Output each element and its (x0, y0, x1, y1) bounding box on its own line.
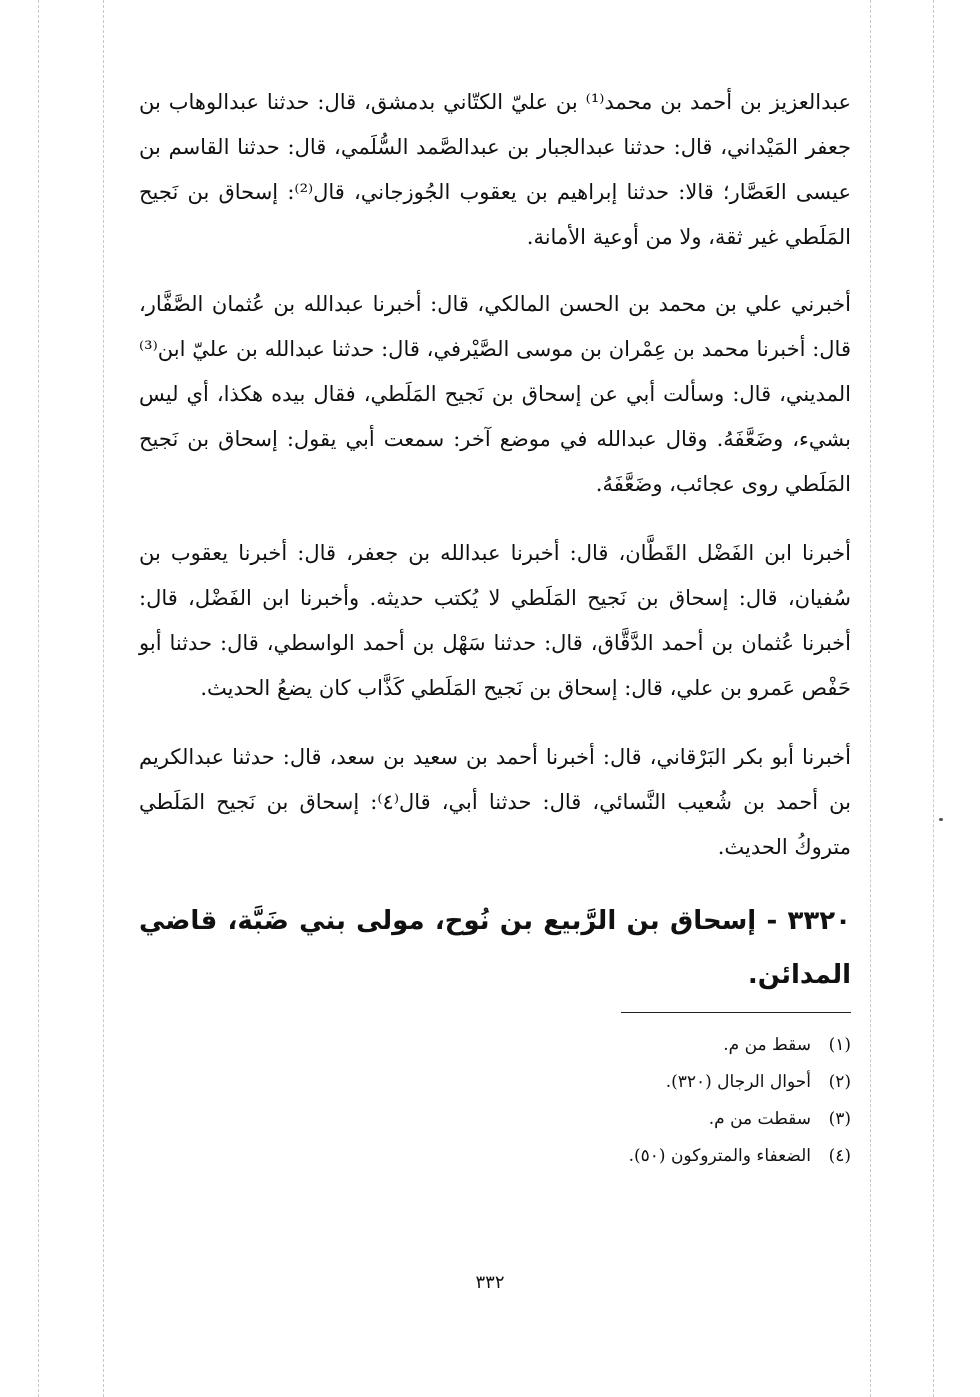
page-content (139, 80, 851, 1175)
footnote-item (139, 1064, 851, 1101)
footnote-item (139, 1027, 851, 1064)
scan-guide-line (38, 0, 39, 1397)
footnote-text: الضعفاء والمتروكون (٥٠). (628, 1146, 811, 1166)
body-paragraph: عبدالعزيز بن أحمد بن محمد⁽¹⁾ بن عليّ الكتّاني بدمشق، قال: حدثنا عبدالوهاب بن جعفر المَيْداني، قال: حدثنا عبدالجبار بن عبدالصَّمد السُّلَمي، قال: حدثنا القاسم بن عيسى العَصَّار؛ قالا: حدثنا إبراهيم بن يعقوب الجُوزجاني، قال⁽²⁾: إسحاق بن نَجيح المَلَطي غير ثقة، ولا من أوعية الأمانة. (139, 90, 852, 249)
body-paragraph: أخبرنا أبو بكر البَرْقاني، قال: أخبرنا أحمد بن سعيد بن سعد، قال: حدثنا عبدالكريم بن أحمد بن شُعيب النَّسائي، قال: حدثنا أبي، قال⁽٤⁾: إسحاق بن نَجيح المَلَطي متروكُ الحديث. (139, 745, 851, 859)
entry-heading: ٣٣٢٠ - إسحاق بن الرَّبيع بن نُوح، مولى بني ضَبَّة، قاضي المدائن. (139, 906, 851, 990)
scan-guide-line (870, 0, 871, 1397)
scan-guide-line (933, 0, 934, 1397)
footnote-text: سقط من م. (723, 1035, 811, 1055)
footnotes (139, 1027, 851, 1175)
footnote-number: (٤) (828, 1146, 851, 1166)
scan-guide-line (103, 0, 104, 1397)
footnote-item (139, 1101, 851, 1138)
footnote-number: (٣) (828, 1109, 851, 1129)
footnote-item (139, 1138, 851, 1175)
footnote-separator (621, 1012, 851, 1013)
footnote-number: (١) (828, 1035, 851, 1055)
body-paragraph: أخبرنا ابن الفَضْل القَطَّان، قال: أخبرنا عبدالله بن جعفر، قال: أخبرنا يعقوب بن سُفيان، قال: إسحاق بن نَجيح المَلَطي لا يُكتب حديثه. وأخبرنا ابن الفَضْل، قال: أخبرنا عُثمان بن أحمد الدَّقَّاق، قال: حدثنا سَهْل بن أحمد الواسطي، قال: حدثنا أبو حَفْص عَمرو بن علي، قال: إسحاق بن نَجيح المَلَطي كَذَّاب كان يضعُ الحديث. (139, 541, 851, 700)
body-paragraph: أخبرني علي بن محمد بن الحسن المالكي، قال: أخبرنا عبدالله بن عُثمان الصَّفَّار، قال: أخبرنا محمد بن عِمْران بن موسى الصَّيْرفي، قال: حدثنا عبدالله بن عليّ ابن⁽³⁾ المديني، قال: وسألت أبي عن إسحاق بن نَجيح المَلَطي، فقال بيده هكذا، أي ليس بشيء، وضَعَّفَهُ. وقال عبدالله في موضع آخر: سمعت أبي يقول: إسحاق بن نَجيح المَلَطي روى عجائب، وضَعَّفَهُ. (139, 292, 851, 496)
footnote-text: سقطت من م. (708, 1109, 811, 1129)
page-number: ٣٣٢ (475, 1272, 505, 1293)
scan-speck (939, 818, 943, 821)
footnote-text: أحوال الرجال (٣٢٠). (665, 1072, 811, 1092)
footnote-number: (٢) (828, 1072, 851, 1092)
